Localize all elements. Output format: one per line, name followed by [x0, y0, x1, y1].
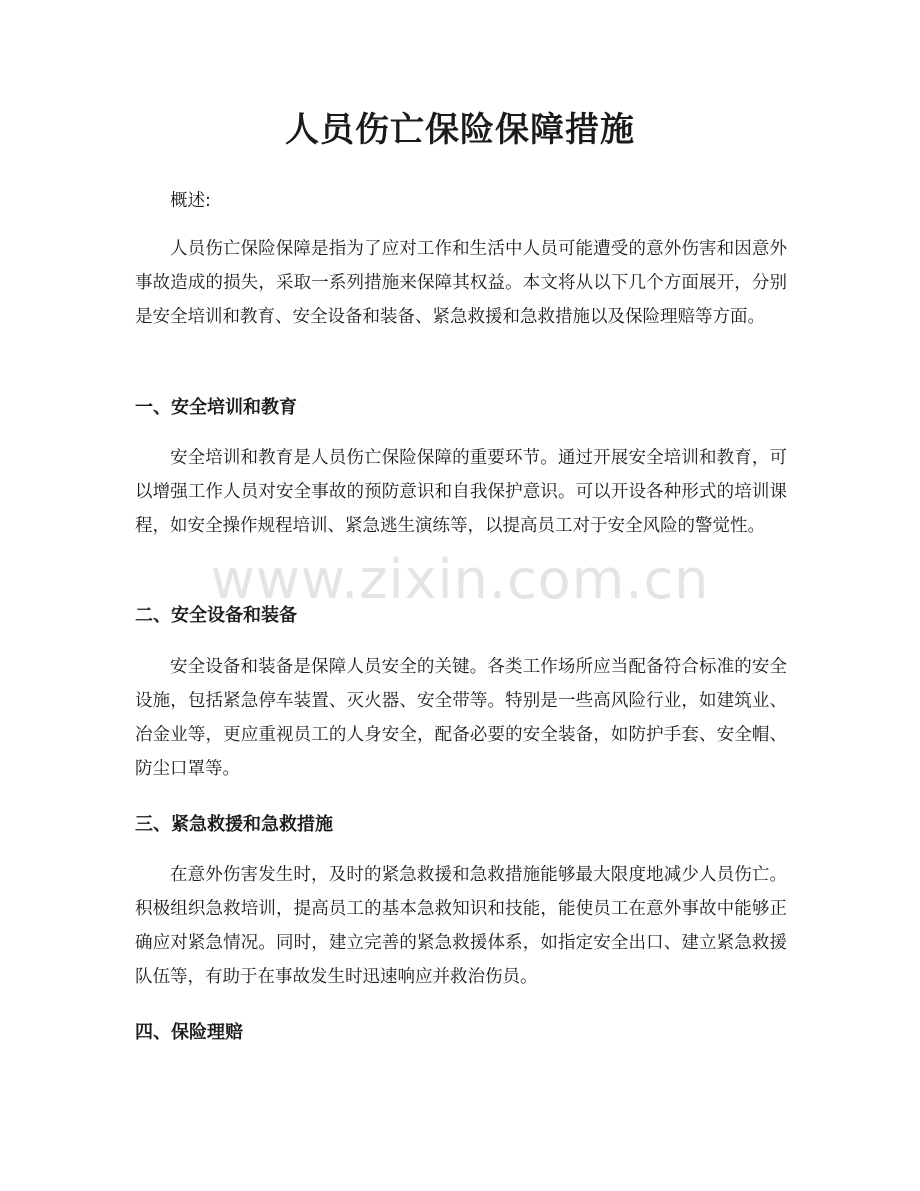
- overview-label: 概述:: [170, 191, 211, 211]
- section-paragraph-2: 安全设备和装备是保障人员安全的关键。各类工作场所应当配备符合标准的安全设施，包括紧急停车装置、灭火器、安全带等。特别是一些高风险行业，如建筑业、冶金业等，更应重视员工的人身安全，配备必要的安全装备，如防护手套、安全帽、防尘口罩等。: [135, 657, 787, 779]
- watermark: www.zixin.com.cn: [210, 548, 710, 611]
- section-paragraph-3: 在意外伤害发生时，及时的紧急救援和急救措施能够最大限度地减少人员伤亡。积极组织急救培训，提高员工的基本急救知识和技能，能使员工在意外事故中能够正确应对紧急情况。同时，建立完善的紧急救援体系，如指定安全出口、建立紧急救援队伍等，有助于在事故发生时迅速响应并救治伤员。: [135, 865, 787, 987]
- document-title: 人员伤亡保险保障措施: [285, 110, 635, 150]
- overview-paragraph: 人员伤亡保险保障是指为了应对工作和生活中人员可能遭受的意外伤害和因意外事故造成的损失，采取一系列措施来保障其权益。本文将从以下几个方面展开，分别是安全培训和教育、安全设备和装备、紧急救援和急救措施以及保险理赔等方面。: [135, 239, 787, 327]
- section-heading-2: 二、安全设备和装备: [135, 605, 297, 626]
- section-paragraph-1: 安全培训和教育是人员伤亡保险保障的重要环节。通过开展安全培训和教育，可以增强工作人员对安全事故的预防意识和自我保护意识。可以开设各种形式的培训课程，如安全操作规程培训、紧急逃生演练等，以提高员工对于安全风险的警觉性。: [135, 448, 787, 536]
- section-heading-1: 一、安全培训和教育: [135, 397, 297, 418]
- section-heading-3: 三、紧急救援和急救措施: [135, 814, 333, 835]
- section-heading-4: 四、保险理赔: [135, 1022, 243, 1043]
